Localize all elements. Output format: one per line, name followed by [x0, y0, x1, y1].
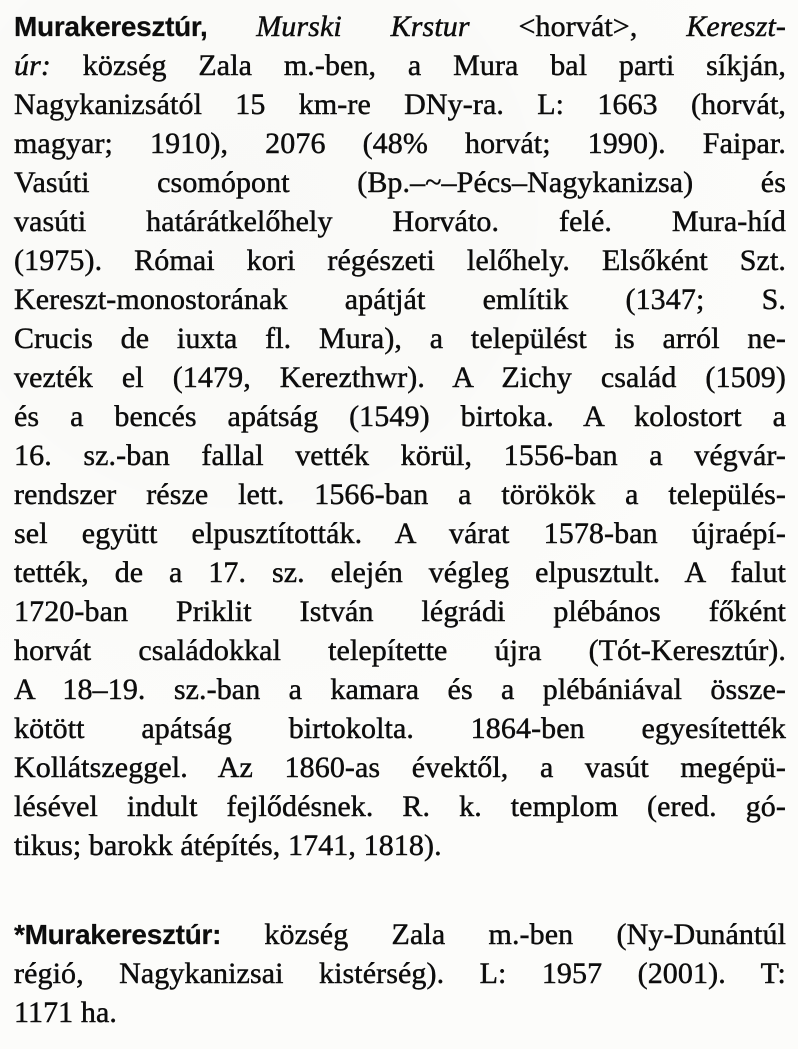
- text-segment: A 18–19. sz.-ban a kamara és a plébániával össze-: [14, 673, 786, 706]
- headword-bold: Murakeresztúr,: [14, 11, 257, 42]
- text-segment: régió, Nagykanizsai kistérség). L: 1957 (2001). T:: [14, 957, 786, 990]
- text-line: [14, 553, 786, 592]
- text-line: [14, 436, 786, 475]
- text-line: [14, 241, 786, 280]
- entry-murakeresztur-secondary: [14, 915, 786, 1032]
- text-segment: vasúti határátkelőhely Horváto. felé. Mura-híd: [14, 205, 786, 238]
- text-segment: és a bencés apátság (1549) birtoka. A kolostort a: [14, 400, 786, 433]
- text-line: [14, 631, 786, 670]
- text-segment: lésével indult fejlődésnek. R. k. templom (ered. gó-: [14, 790, 786, 823]
- text-segment: 16. sz.-ban fallal vették körül, 1556-ban a végvár-: [14, 439, 786, 472]
- text-line: [14, 124, 786, 163]
- text-segment: tették, de a 17. sz. elején végleg elpusztult. A falut: [14, 556, 786, 589]
- text-segment: rendszer része lett. 1566-ban a törökök a település-: [14, 478, 786, 511]
- text-segment: Crucis de iuxta fl. Mura), a települést is arról ne-: [14, 322, 786, 355]
- text-segment: sel együtt elpusztították. A várat 1578-ban újraépí-: [14, 517, 786, 550]
- text-segment: horvát családokkal telepítette újra (Tót-Keresztúr).: [14, 634, 786, 667]
- text-segment: Kollátszeggel. Az 1860-as évektől, a vasút megépü-: [14, 751, 786, 784]
- text-segment: tikus; barokk átépítés, 1741, 1818).: [14, 829, 442, 862]
- text-segment: <horvát>,: [469, 10, 687, 43]
- text-line: [14, 163, 786, 202]
- text-segment: 1171 ha.: [14, 996, 118, 1029]
- text-line: [14, 85, 786, 124]
- text-line: [14, 787, 786, 826]
- text-line: [14, 358, 786, 397]
- text-segment: (1975). Római kori régészeti lelőhely. Elsőként Szt.: [14, 244, 786, 277]
- text-line: [14, 915, 786, 954]
- text-line: [14, 709, 786, 748]
- foreign-name-italic: Kereszt-: [686, 10, 786, 43]
- text-line: [14, 7, 786, 46]
- text-line: [14, 826, 786, 865]
- text-line: [14, 954, 786, 993]
- text-segment: magyar; 1910), 2076 (48% horvát; 1990). Faipar.: [14, 127, 786, 160]
- text-line: [14, 748, 786, 787]
- text-line: [14, 397, 786, 436]
- text-line: [14, 514, 786, 553]
- text-segment: község Zala m.-ben, a Mura bal parti síkján,: [50, 49, 786, 82]
- text-segment: 1720-ban Priklit István légrádi plébános főként: [14, 595, 786, 628]
- text-segment: kötött apátság birtokolta. 1864-ben egyesítették: [14, 712, 786, 745]
- text-segment: Kereszt-monostorának apátját említik (1347; S.: [14, 283, 786, 316]
- text-segment: község Zala m.-ben (Ny-Dunántúl: [221, 918, 786, 951]
- text-line: [14, 46, 786, 85]
- text-segment: vezték el (1479, Kerezthwr). A Zichy család (1509): [14, 361, 786, 394]
- foreign-name-italic: Murski Krstur: [256, 10, 470, 43]
- text-line: [14, 670, 786, 709]
- foreign-name-italic: úr:: [14, 49, 51, 82]
- text-segment: Vasúti csomópont (Bp.–~–Pécs–Nagykanizsa) és: [14, 166, 786, 199]
- text-line: [14, 993, 786, 1032]
- text-line: [14, 592, 786, 631]
- text-line: [14, 202, 786, 241]
- text-line: [14, 475, 786, 514]
- text-line: [14, 280, 786, 319]
- entry-murakeresztur-main: [14, 7, 786, 865]
- text-line: [14, 319, 786, 358]
- text-segment: Nagykanizsától 15 km-re DNy-ra. L: 1663 (horvát,: [14, 88, 786, 121]
- headword-bold: *Murakeresztúr:: [14, 919, 222, 950]
